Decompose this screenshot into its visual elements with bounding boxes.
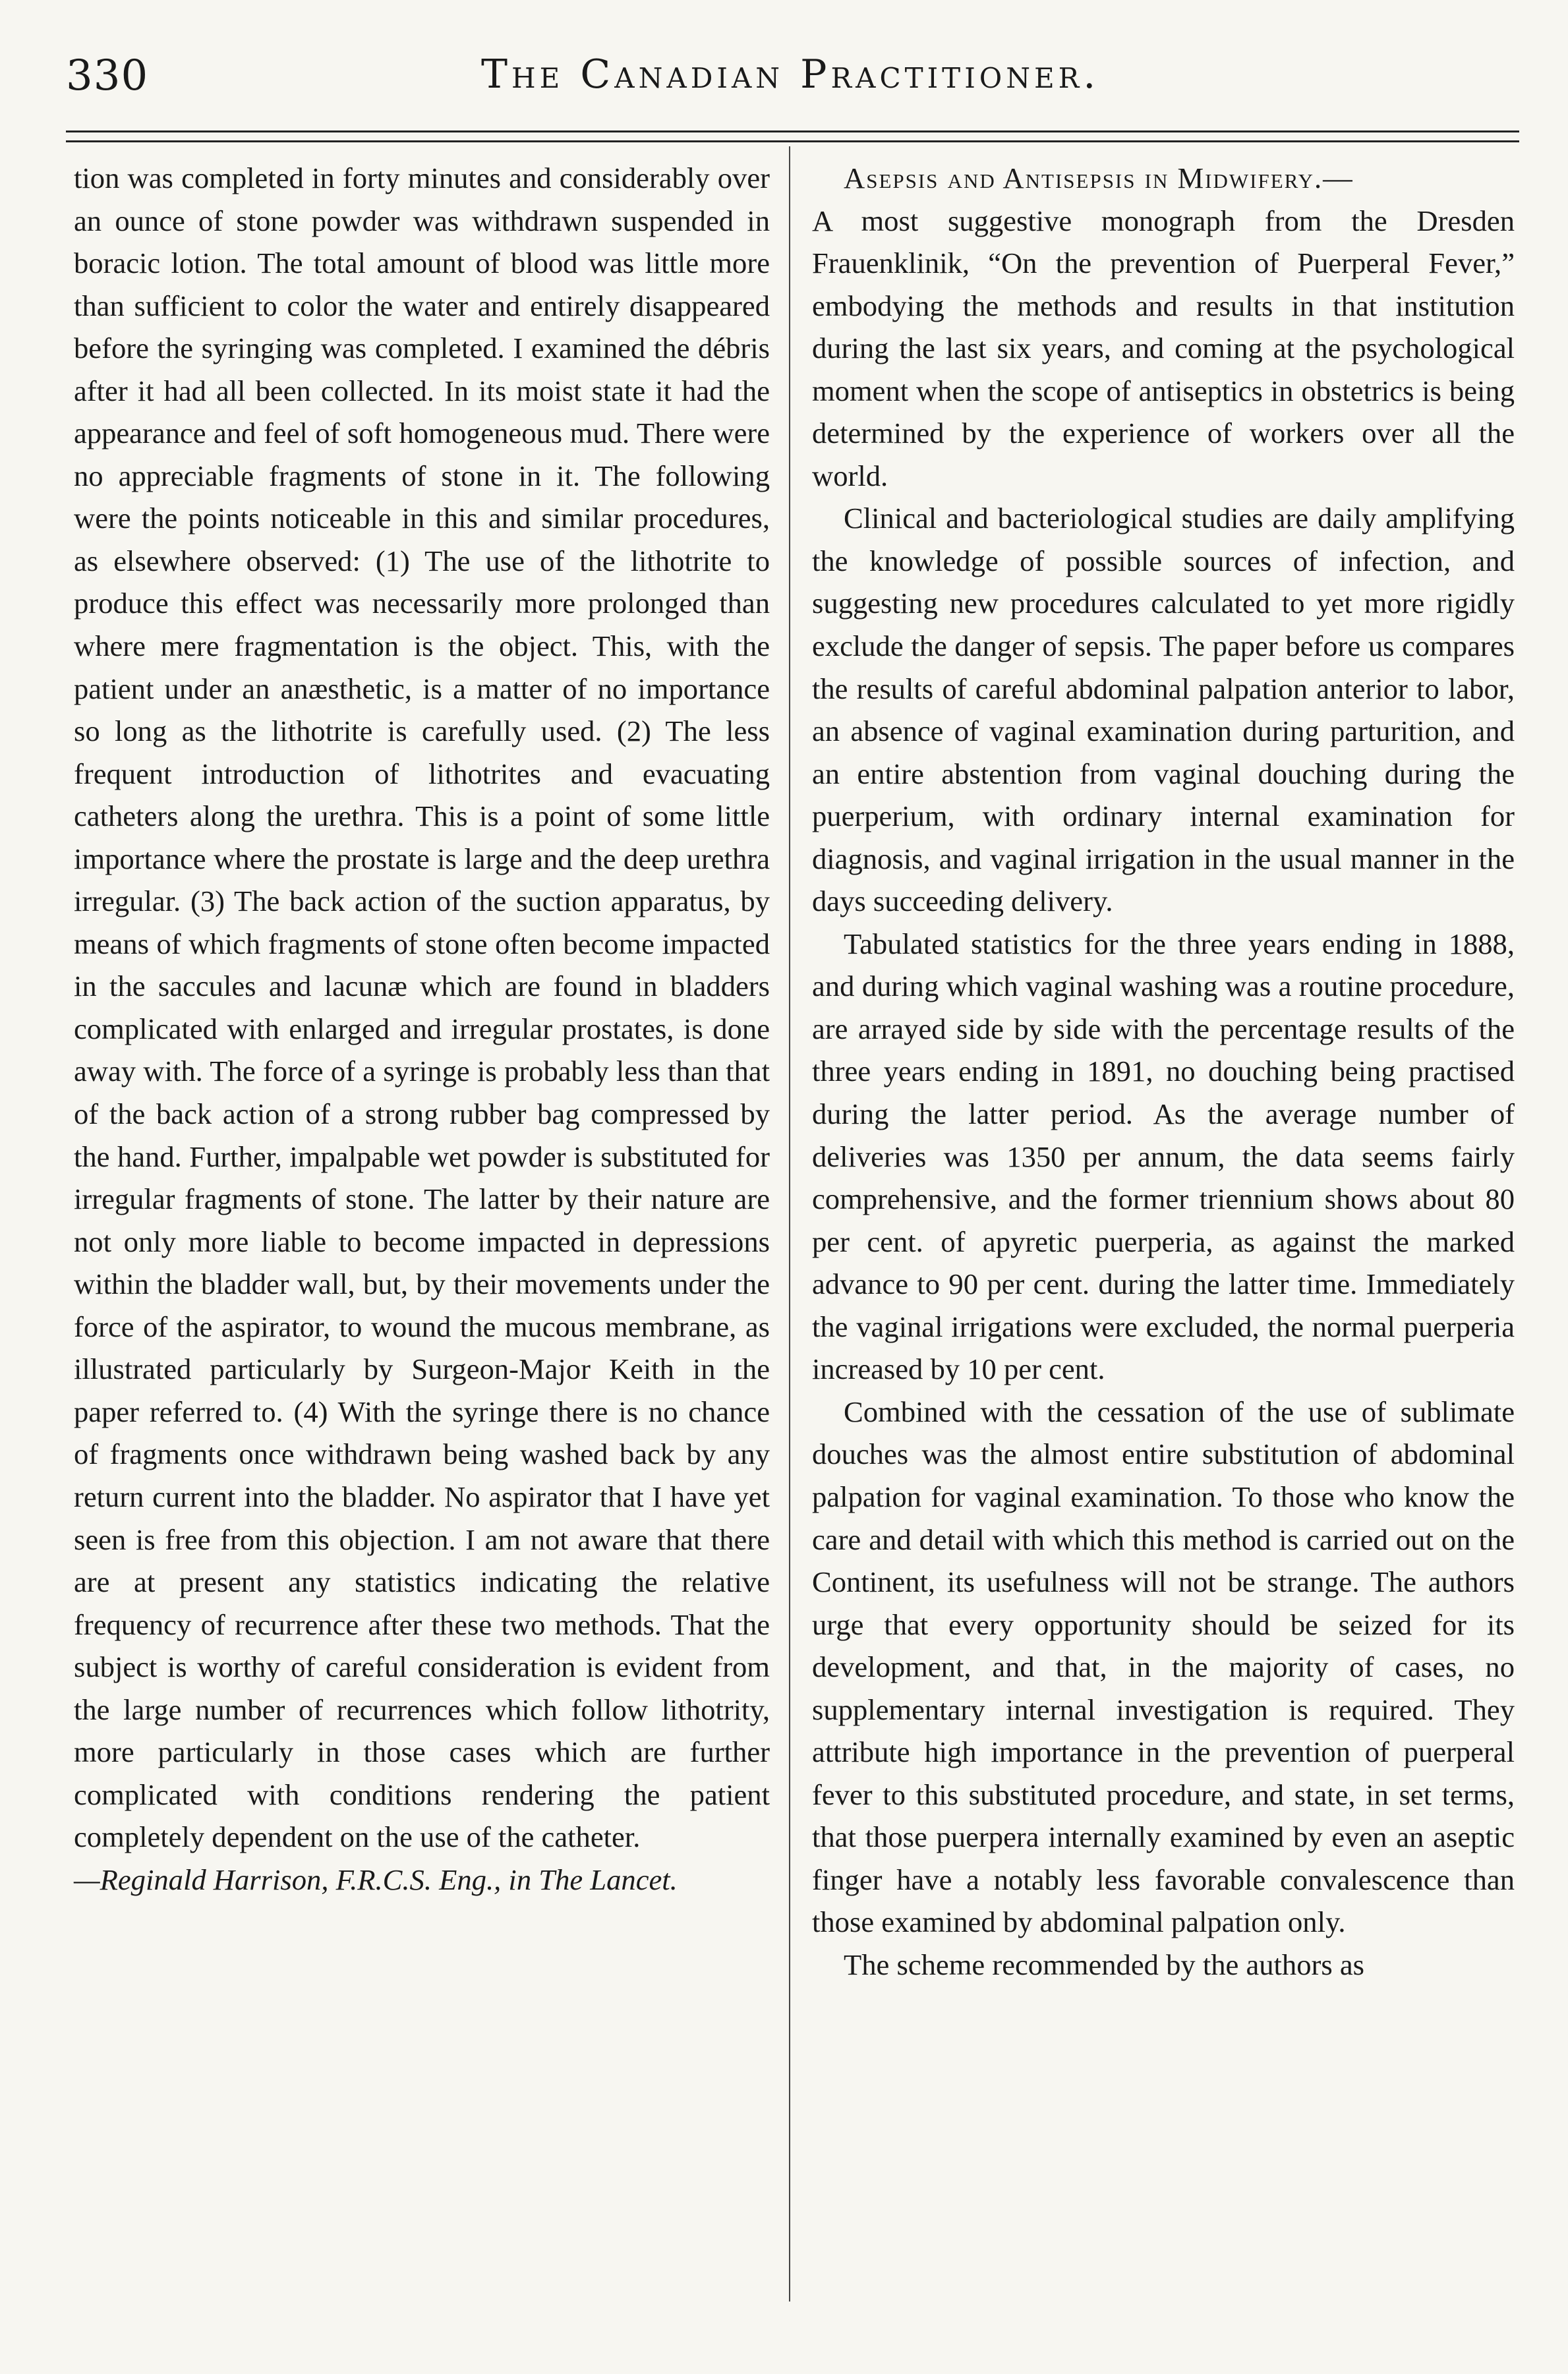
page-header: [66, 51, 1519, 124]
body-paragraph: Combined with the cessation of the use of sublimate douches was the almost entire substitution of abdominal palpation for vaginal examination. To those who know the care and detail with which this method is carried out on the Continent, its usefulness will not be strange. The authors urge that every opportunity should be seized for its development, and that, in the majority of cases, no supplementary internal investigation is required. They attribute high importance in the prevention of puerperal fever to this substituted procedure, and state, in set terms, that those puerpera internally examined by even an aseptic finger have a notably less favorable convalescence than those examined by abdominal palpation only.: [812, 1395, 1515, 1939]
body-paragraph: Tabulated statistics for the three years ending in 1888, and during which vaginal washing was a routine procedure, are arrayed side by side with the percentage results of the three years ending in 1891, no douching being practised during the latter period. As the average number of deliveries was 1350 per annum, the data seems fairly comprehensive, and the former triennium shows about 80 per cent. of apyretic puerperia, as against the marked advance to 90 per cent. during the latter time. Immediately the vaginal irrigations were excluded, the normal puerperia increased by 10 per cent.: [812, 927, 1515, 1386]
body-paragraph: A most suggestive monograph from the Dresden Frauenklinik, “On the prevention of Puerperal Fever,” embodying the methods and results in that institution during the last six years, and coming at the psychological moment when the scope of antiseptics in obstetrics is being determined by the experience of workers over all the world.: [812, 204, 1515, 492]
article-signature: —Reginald Harrison, F.R.C.S. Eng., in The Lancet.: [74, 1863, 678, 1896]
right-column: [812, 157, 1515, 1986]
body-paragraph: Clinical and bacteriological studies are daily amplifying the knowledge of possible sources of infection, and suggesting new procedures calculated to yet more rigidly exclude the danger of sepsis. The paper before us compares the results of careful abdominal palpation anterior to labor, an absence of vaginal examination during parturition, and an entire abstention from vaginal douching during the puerperium, with ordinary internal examination for diagnosis, and vaginal irrigation in the usual manner in the days succeeding delivery.: [812, 502, 1515, 918]
header-double-rule: [66, 130, 1519, 142]
left-column: [74, 157, 770, 1901]
column-divider: [789, 146, 790, 2302]
body-paragraph: tion was completed in forty minutes and considerably over an ounce of stone powder was withdrawn suspended in boracic lotion. The total amount of blood was little more than sufficient to color the water and entirely disappeared before the syringing was completed. I examined the débris after it had all been collected. In its moist state it had the appearance and feel of soft homogeneous mud. There were no appreciable fragments of stone in it. The following were the points noticeable in this and similar procedures, as elsewhere observed: (1) The use of the lithotrite to produce this effect was necessarily more prolonged than where mere fragmentation is the object. This, with the patient under an anæsthetic, is a matter of no importance so long as the lithotrite is carefully used. (2) The less frequent introduction of lithotrites and evacuating catheters along the urethra. This is a point of some little importance where the prostate is large and the deep urethra irregular. (3) The back action of the suction apparatus, by means of which fragments of stone often become impacted in the saccules and lacunæ which are found in bladders complicated with enlarged and irregular prostates, is done away with. The force of a syringe is probably less than that of the back action of a strong rubber bag compressed by the hand. Further, impalpable wet powder is substituted for irregular fragments of stone. The latter by their nature are not only more liable to become impacted in depressions within the bladder wall, but, by their movements under the force of the aspirator, to wound the mucous membrane, as illustrated particularly by Surgeon-Major Keith in the paper referred to. (4) With the syringe there is no chance of fragments once withdrawn being washed back by any return current into the bladder. No aspirator that I have yet seen is free from this objection. I am not aware that there are at present any statistics indicating the relative frequency of recurrence after these two methods. That the subject is worthy of careful consideration is evident from the large number of recurrences which follow lithotrity, more particularly in those cases which are further complicated with conditions rendering the patient completely dependent on the use of the catheter.: [74, 161, 770, 1854]
section-heading: Asepsis and Antisepsis in Midwifery.—: [844, 161, 1354, 194]
running-title: The Canadian Practitioner.: [481, 51, 1100, 98]
page-number: 330: [66, 51, 149, 100]
body-paragraph: The scheme recommended by the authors as: [844, 1948, 1365, 1981]
